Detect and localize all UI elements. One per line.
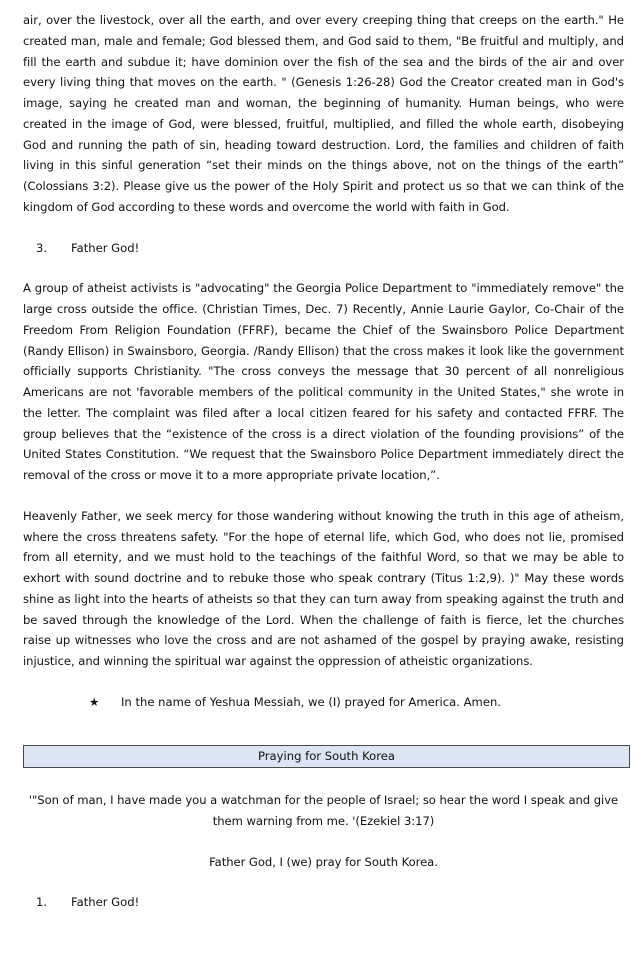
paragraph-prayer-atheism: Heavenly Father, we seek mercy for those wandering without knowing the truth in this age of atheism, where the cross threatens safety. "For the hope of eternal life, which God, who does not lie, promised from all eternity, and we must hold to the teachings of the faithful Word, so that we may be able to exhort with sound doctrine and to rebuke those who speak contrary (Titus 1:2,9). )" May these words shine as light into the hearts of atheists so that they can turn away from speaking against the truth and be saved through the knowledge of the Lord. When the challenge of faith is fierce, let the churches raise up witnesses who love the cross and are not ashamed of the gospel by praying awake, resisting injustice, and winning the spiritual war against the oppression of atheistic organizations. <box>23 508 624 668</box>
numbered-item-1 <box>23 892 624 913</box>
item-text: Father God! <box>71 240 140 255</box>
pray-line: Father God, I (we) pray for South Korea. <box>209 854 438 869</box>
korea-section <box>23 790 624 913</box>
paragraph-georgia-cross: A group of atheist activists is "advocating" the Georgia Police Department to "immediately remove" the large cross outside the office. (Christian Times, Dec. 7) Recently, Annie Laurie Gaylor, Co-Chair of the Freedom From Religion Foundation (FFRF), became the Chief of the Swainsboro Police Department (Randy Ellison) in Swainsboro, Georgia. /Randy Ellison) that the cross makes it look like the government officially supports Christianity. "The cross conveys the message that 30 percent of all nonreligious Americans are not 'favorable members of the political community in the United States," she wrote in the letter. The complaint was filed after a local citizen feared for his safety and contacted FFRF. The group believes that the “existence of the cross is a direct violation of the founding provisions” of the United States Constitution. “We request that the Swainsboro Police Department immediately direct the removal of the cross or move it to a more appropriate private location,”. <box>23 281 624 482</box>
closing-text: In the name of Yeshua Messiah, we (I) prayed for America. Amen. <box>121 694 501 709</box>
item-text: Father God! <box>71 895 140 910</box>
star-icon: ★ <box>89 694 100 709</box>
document-page <box>23 10 624 713</box>
item-number: 3. <box>35 240 47 255</box>
section-banner: Praying for South Korea <box>23 745 630 768</box>
paragraph-genesis: air, over the livestock, over all the earth, and over every creeping thing that creeps on the earth." He created man, male and female; God blessed them, and God said to them, "Be fruitful and multiply, and fill the earth and subdue it; have dominion over the fish of the sea and the birds of the air and over every living thing that moves on the earth. " (Genesis 1:26-28) God the Creator created man in God's image, saying he created man and woman, the beginning of humanity. Human beings, who were created in the image of God, were blessed, fruitful, multiplied, and filled the whole earth, disobeying God and running the path of sin, heading toward destruction. Lord, the families and children of faith living in this sinful generation “set their minds on the things above, not on the things of the earth” (Colossians 3:2). Please give us the power of the Holy Spirit and protect us so that we can think of the kingdom of God according to these words and overcome the world with faith in God. <box>23 13 624 214</box>
numbered-item-3 <box>23 238 624 259</box>
ezekiel-verse: '"Son of man, I have made you a watchman for the people of Israel; so hear the word I speak and give them warning from me. '(Ezekiel 3:17) <box>28 793 619 828</box>
item-number: 1. <box>35 895 47 910</box>
closing-prayer <box>23 692 624 713</box>
